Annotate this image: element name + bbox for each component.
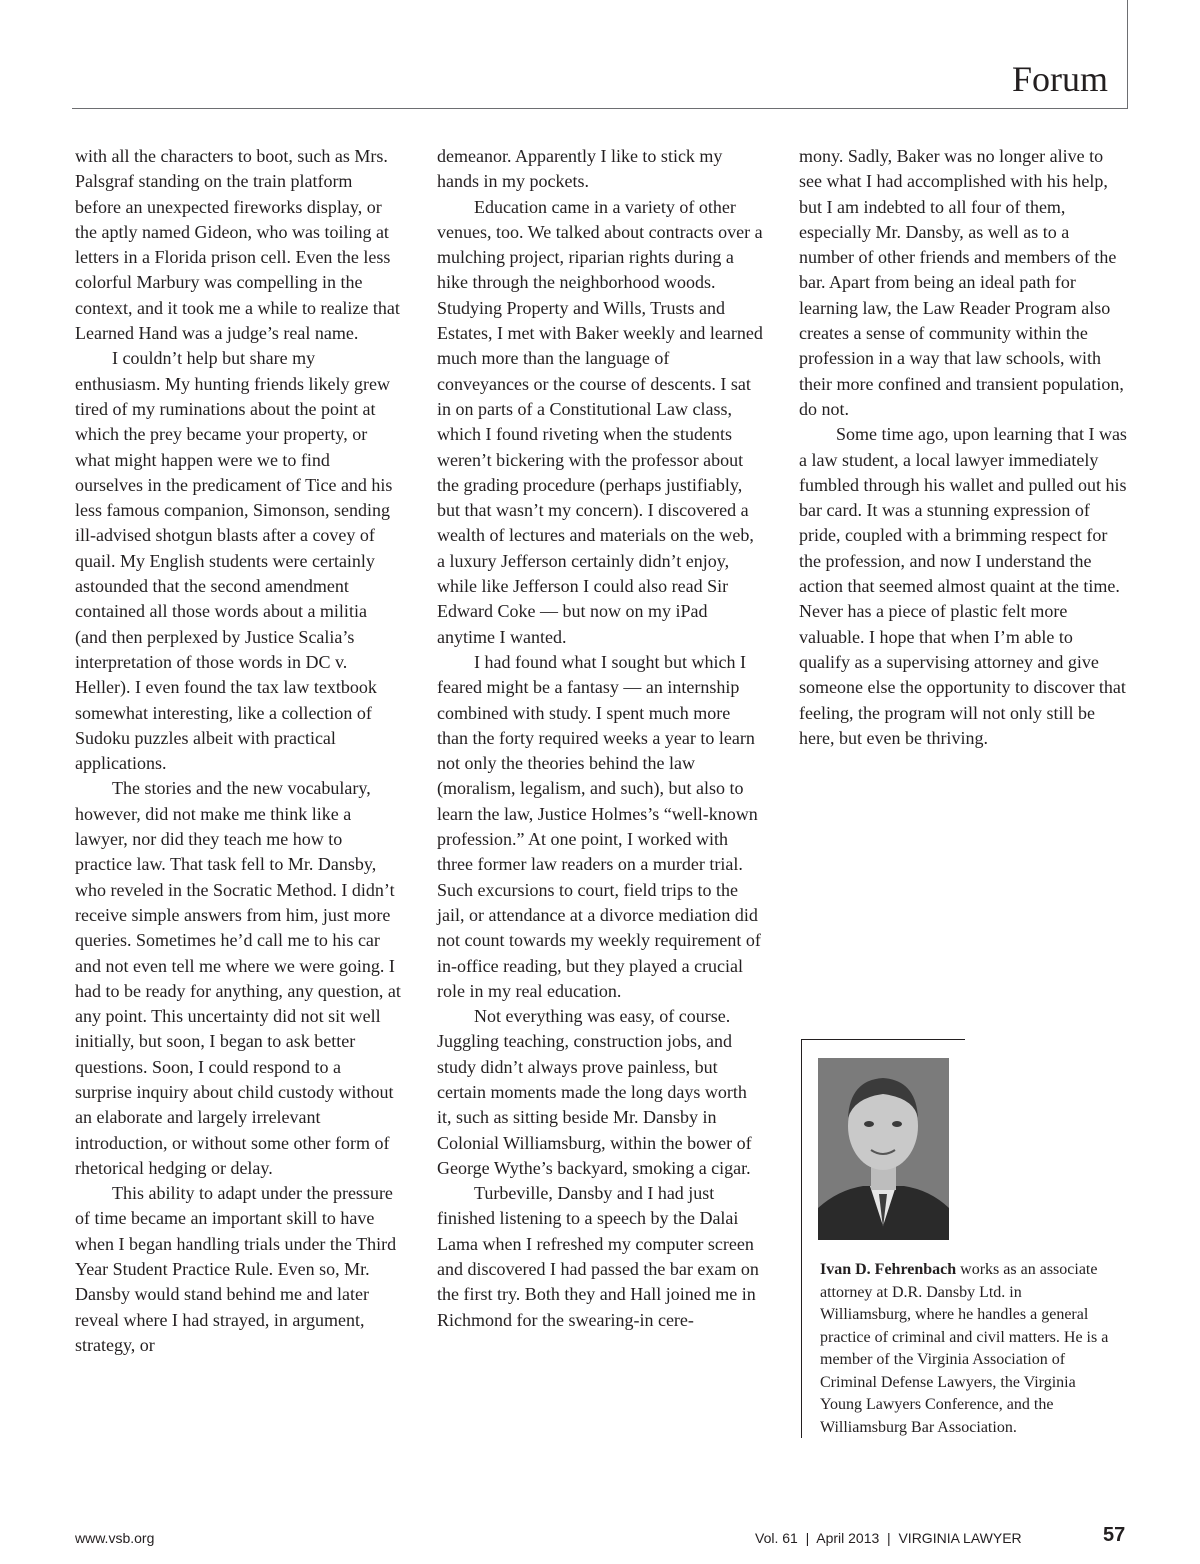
section-title: Forum [1011, 59, 1108, 99]
footer-issue: Vol. 61 | April 2013 | VIRGINIA LAWYER [755, 1530, 1022, 1546]
paragraph: I had found what I sought but which I feared might be a fantasy — an internship combined with study. I spent much more than the forty required weeks a year to learn not only the theories behind the law (moralism, legalism, and such), but also to learn the law, Justice Holmes’s “well-known profession.” At one point, I worked with three former law readers on a murder trial. Such excursions to court, field trips to the jail, or attendance at a divorce mediation did not count towards my weekly requirement of in-office reading, but they played a crucial role in my real education. [437, 651, 761, 1001]
paragraph: This ability to adapt under the pressure of time became an important skill to have when I began handling trials under the Third Year Student Practice Rule. Even so, Mr. Dansby would stand behind me and later reveal where I had strayed, in argument, strategy, or [75, 1183, 397, 1355]
header-rule [72, 108, 1128, 109]
article-column-3 [799, 144, 1127, 751]
article-column-2 [437, 144, 763, 1333]
paragraph: The stories and the new vocabulary, however, did not make me think like a lawyer, nor did they teach me how to practice law. That task fell to Mr. Dansby, who reveled in the Socratic Method. I didn’t receive simple answers from him, just more queries. Sometimes he’d call me to his car and not even tell me where we were going. I had to be ready for anything, any question, at any point. This uncertainty did not sit well initially, but soon, I began to ask better questions. Soon, I could respond to a surprise inquiry about child custody without an elaborate and largely irrelevant introduction, or without some other form of rhetorical hedging or delay. [75, 778, 401, 1178]
author-name: Ivan D. Fehrenbach [820, 1261, 957, 1278]
author-photo [818, 1058, 949, 1240]
paragraph: I couldn’t help but share my enthusiasm. My hunting friends likely grew tired of my ruminations about the point at which the prey became your property, or what might happen were we to find ourselves in the predicament of Tice and his less famous companion, Simonson, sending ill-advised shotgun blasts after a covey of quail. My English students were certainly astounded that the second amendment contained all those words about a militia (and then perplexed by Justice Scalia’s interpretation of those words in DC v. Heller). I even found the tax law textbook somewhat interesting, like a collection of Sudoku puzzles albeit with practical applications. [75, 348, 393, 774]
paragraph: with all the characters to boot, such as Mrs. Palsgraf standing on the train platform before an unexpected fireworks display, or the aptly named Gideon, who was toiling at letters in a Florida prison cell. Even the less colorful Marbury was compelling in the context, and it took me a while to realize that Learned Hand was a judge’s real name. [75, 146, 400, 344]
author-bio [820, 1259, 1110, 1439]
paragraph: mony. Sadly, Baker was no longer alive to see what I had accomplished with his help, but I am indebted to all four of them, especially Mr. Dansby, as well as to a number of other friends and members of the bar. Apart from being an ideal path for learning law, the Law Reader Program also creates a sense of community within the profession in a way that law schools, with their more confined and transient population, do not. [799, 146, 1124, 419]
paragraph: Education came in a variety of other venues, too. We talked about contracts over a mulching project, riparian rights during a hike through the neighborhood woods. Studying Property and Wills, Trusts and Estates, I met with Baker weekly and learned much more than the language of conveyances or the course of descents. I sat in on parts of a Constitutional Law class, which I found riveting when the students weren’t bickering with the professor about the grading procedure (perhaps justifiably, but that wasn’t my concern). I discovered a wealth of lectures and materials on the web, a luxury Jefferson certainly didn’t enjoy, while like Jefferson I could also read Sir Edward Coke — but now on my iPad anytime I wanted. [437, 196, 763, 647]
header-side-rule [1127, 0, 1128, 109]
page-number: 57 [1103, 1524, 1126, 1546]
footer-website: www.vsb.org [75, 1530, 155, 1546]
author-bio-text: works as an associate attorney at D.R. Dansby Ltd. in Williamsburg, where he handles a general practice of criminal and civil matters. He is a member of the Virginia Association of Criminal Defense Lawyers, the Virginia Young Lawyers Conference, and the Williamsburg Bar Association. [820, 1261, 1109, 1436]
article-column-1 [75, 144, 401, 1358]
paragraph: demeanor. Apparently I like to stick my hands in my pockets. [437, 146, 723, 192]
paragraph: Not everything was easy, of course. Juggling teaching, construction jobs, and study didn’t always prove painless, but certain moments made the long days worth it, such as sitting beside Mr. Dansby in Colonial Williamsburg, within the bower of George Wythe’s backyard, smoking a cigar. [437, 1006, 752, 1178]
paragraph: Some time ago, upon learning that I was a law student, a local lawyer immediately fumbled through his wallet and pulled out his bar card. It was a stunning expression of pride, coupled with a brimming respect for the profession, and now I understand the action that seemed almost quaint at the time. Never has a piece of plastic felt more valuable. I hope that when I’m able to qualify as a supervising attorney and give someone else the opportunity to discover that feeling, the program will not only still be here, but even be thriving. [799, 424, 1127, 748]
paragraph: Turbeville, Dansby and I had just finished listening to a speech by the Dalai Lama when I refreshed my computer screen and discovered I had passed the bar exam on the first try. Both they and Hall joined me in Richmond for the swearing-in cere- [437, 1183, 759, 1330]
